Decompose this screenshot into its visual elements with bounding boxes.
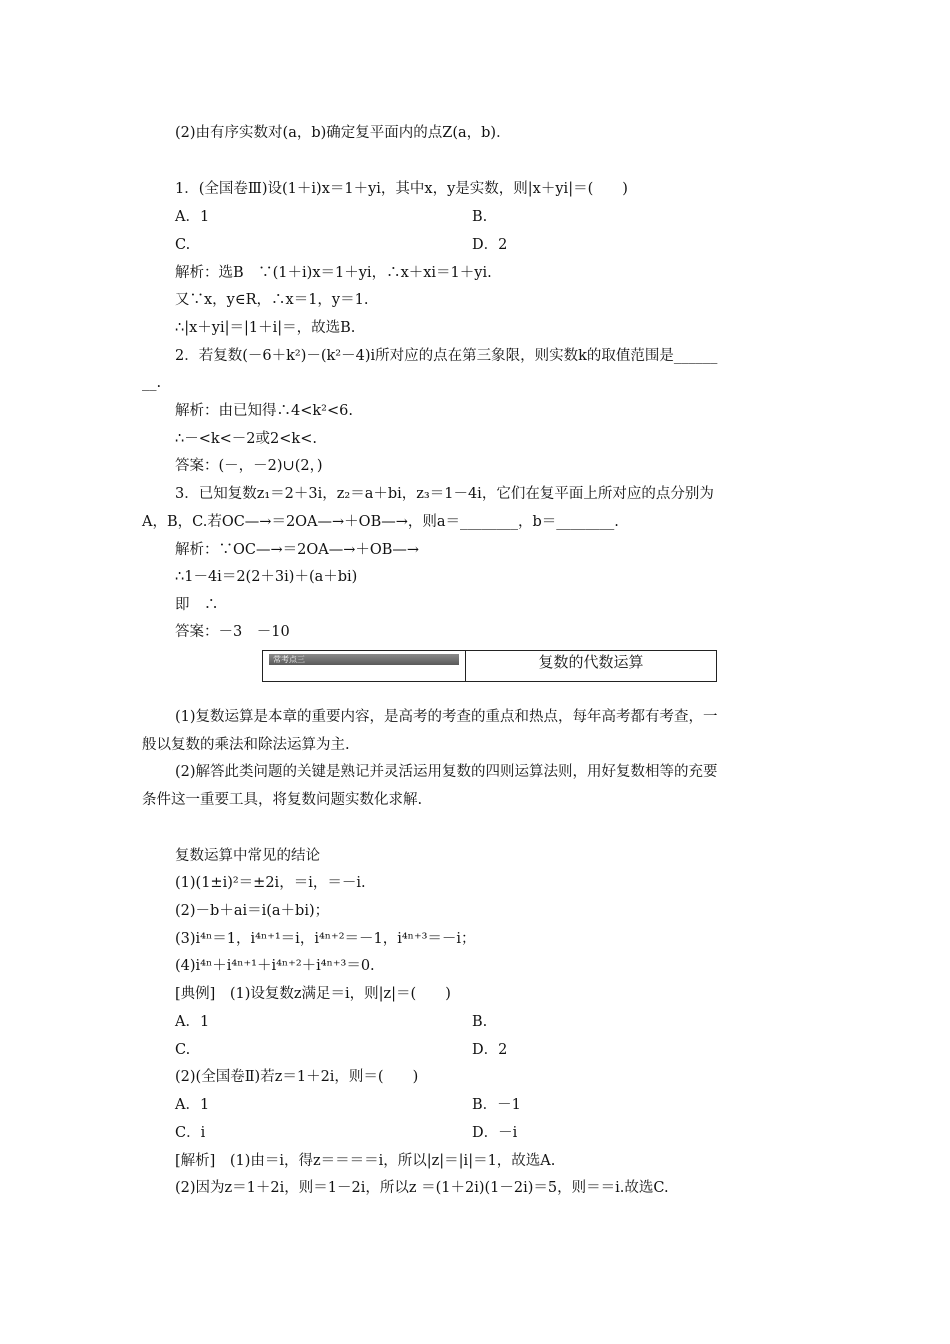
paragraph: (2)解答此类问题的关键是熟记并灵活运用复数的四则运算法则，用好复数相等的充要 xyxy=(175,764,718,780)
section-tag: 常考点三 xyxy=(269,654,459,665)
conclusion-item: (4)i⁴ⁿ＋i⁴ⁿ⁺¹＋i⁴ⁿ⁺²＋i⁴ⁿ⁺³＝0. xyxy=(175,958,375,974)
answer-line: 答案：(－，－2)∪(2，) xyxy=(175,458,323,474)
solution-line: [解析] (1)由＝i，得z＝＝＝＝i，所以|z|＝|i|＝1，故选A. xyxy=(175,1153,556,1169)
solution-line: ∴|x＋yi|＝|1＋i|＝，故选B. xyxy=(175,320,356,336)
option-a: A．1 xyxy=(175,209,210,225)
solution-line: 解析：由已知得∴4<k²<6. xyxy=(175,403,353,419)
solution-line: 解析：选B ∵(1＋i)x＝1＋yi，∴x＋xi＝1＋yi. xyxy=(175,265,492,281)
section-banner xyxy=(262,650,717,682)
option-a: A．1 xyxy=(175,1097,210,1113)
question-3: 3．已知复数z₁＝2＋3i，z₂＝a＋bi，z₃＝1－4i，它们在复平面上所对应的点分别为 xyxy=(175,486,714,502)
section-title: 复数的代数运算 xyxy=(538,653,644,671)
question-2: 2．若复数(－6＋k²)－(k²－4)i所对应的点在第三象限，则实数k的取值范围是______ xyxy=(175,348,718,364)
solution-line: (2)因为z＝1＋2i，则＝1－2i，所以z ＝(1＋2i)(1－2i)＝5，则＝＝i.故选C. xyxy=(175,1180,669,1196)
conclusion-item: (3)i⁴ⁿ＝1，i⁴ⁿ⁺¹＝i，i⁴ⁿ⁺²＝－1，i⁴ⁿ⁺³＝－i； xyxy=(175,931,476,947)
option-d: D．2 xyxy=(472,1042,508,1058)
option-c: C．i xyxy=(175,1125,206,1141)
option-b: B．－1 xyxy=(472,1097,521,1113)
option-b: B. xyxy=(472,209,488,225)
solution-line: 解析：∵OC—→＝2OA—→＋OB—→ xyxy=(175,542,420,558)
answer-line: 答案：－3 －10 xyxy=(175,624,290,640)
example-1: [典例] (1)设复数z满足＝i，则|z|＝( ) xyxy=(175,986,451,1002)
paragraph: (2)由有序实数对(a，b)确定复平面内的点Z(a，b)． xyxy=(175,125,511,141)
option-a: A．1 xyxy=(175,1014,210,1030)
paragraph: 条件这一重要工具，将复数问题实数化求解. xyxy=(142,792,423,808)
option-d: D．－i xyxy=(472,1125,518,1141)
paragraph: 般以复数的乘法和除法运算为主. xyxy=(142,737,350,753)
question-3-continued: A，B，C.若OC—→＝2OA—→＋OB—→，则a＝________，b＝________. xyxy=(142,514,619,530)
paragraph: (1)复数运算是本章的重要内容，是高考的考查的重点和热点，每年高考都有考查，一 xyxy=(175,709,718,725)
example-2: (2)(全国卷Ⅱ)若z＝1＋2i，则＝( ) xyxy=(175,1069,419,1085)
solution-line: 又∵x，y∈R，∴x＝1，y＝1. xyxy=(175,292,369,308)
conclusion-item: (2)－b＋ai＝i(a＋bi)； xyxy=(175,903,330,919)
option-c: C. xyxy=(175,1042,191,1058)
solution-line: ∴1－4i＝2(2＋3i)＋(a＋bi) xyxy=(175,569,358,585)
question-1: 1．(全国卷Ⅲ)设(1＋i)x＝1＋yi，其中x，y是实数，则|x＋yi|＝( ) xyxy=(175,181,628,197)
solution-line: ∴－<k<－2或2<k<. xyxy=(175,431,317,447)
option-c: C. xyxy=(175,237,191,253)
option-d: D．2 xyxy=(472,237,508,253)
conclusions-title: 复数运算中常见的结论 xyxy=(175,848,320,864)
solution-line: 即 ∴ xyxy=(175,597,219,613)
option-b: B. xyxy=(472,1014,488,1030)
question-2-continued: __. xyxy=(142,375,162,391)
conclusion-item: (1)(1±i)²＝±2i，＝i，＝－i. xyxy=(175,875,366,891)
